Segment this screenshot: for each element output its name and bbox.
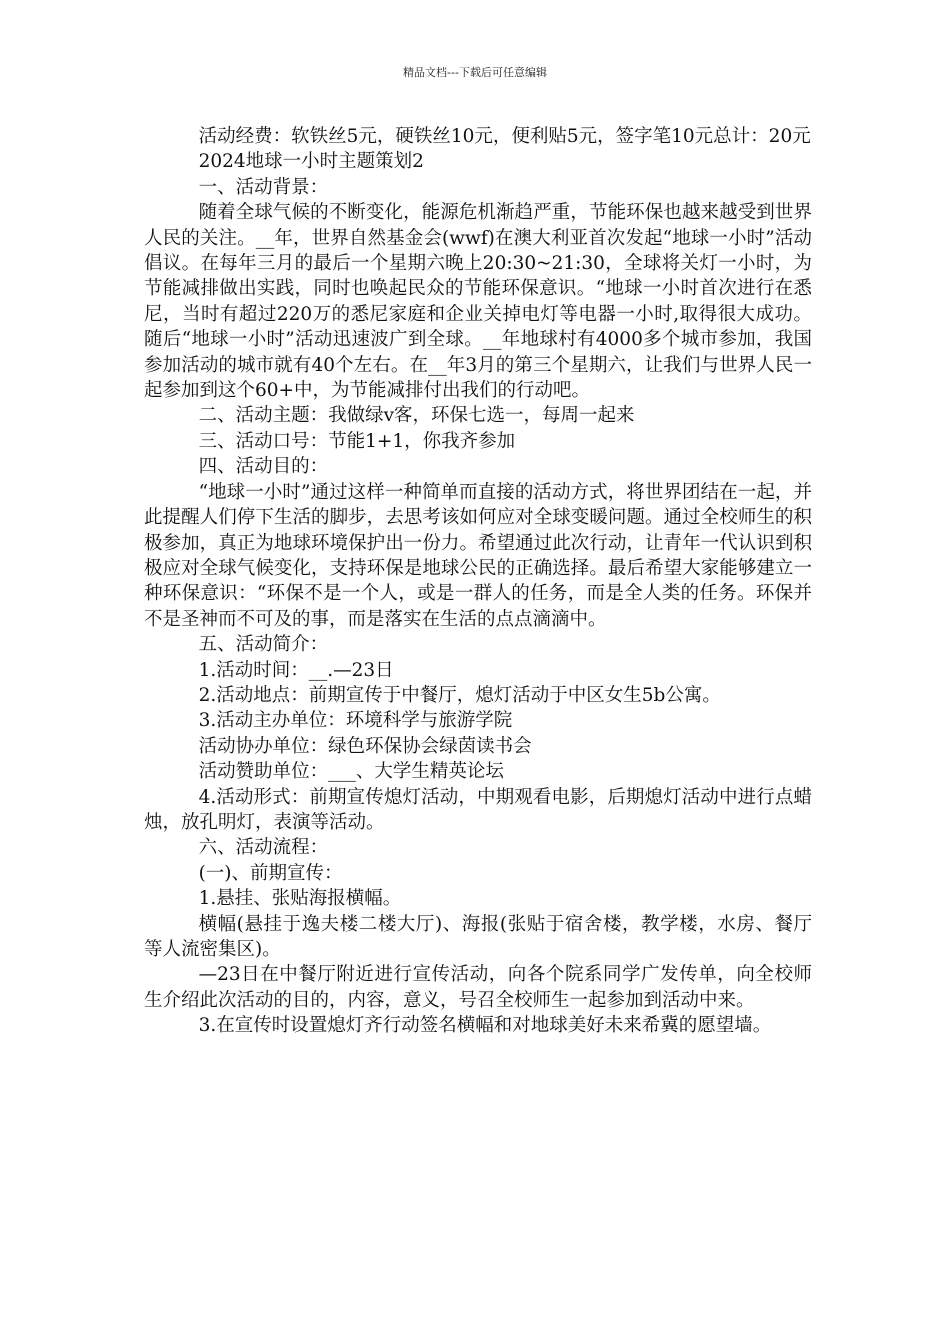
heading-theme: 二、活动主题：我做绿v客，环保七选一，每周一起来 xyxy=(198,405,635,427)
item-activity-time: 1.活动时间：__.—23日 xyxy=(198,659,394,681)
item-activity-location: 2.活动地点：前期宣传于中餐厅，熄灯活动于中区女生5b公寓。 xyxy=(198,684,721,706)
paragraph-background: 随着全球气候的不断变化，能源危机渐趋严重，节能环保也越来越受到世界人民的关注。__年，世界自然基金会(wwf)在澳大利亚首次发起“地球一小时”活动倡议。在每年三月的最后一个星期六晚上20:30~21:30，全球将关灯一小时，为节能减排做出实践，同时也唤起民众的节能环保意识。“地球一小时首次进行在悉尼，当时有超过220万的悉尼家庭和企业关掉电灯等电器一小时,取得很大成功。随后“地球一小时”活动迅速波广到全球。__年地球村有4000多个城市参加，我国参加活动的城市就有40个左右。在__年3月的第三个星期六，让我们与世界人民一起参加到这个60+中，为节能减排付出我们的行动吧。 xyxy=(144,202,812,402)
paragraph-banner-locations: 横幅(悬挂于逸夫楼二楼大厅)、海报(张贴于宿舍楼，教学楼，水房、餐厅等人流密集区)。 xyxy=(144,913,812,960)
item-sponsor: 活动赞助单位：___、大学生精英论坛 xyxy=(198,761,504,783)
section-title-plan-2: 2024地球一小时主题策划2 xyxy=(198,151,424,173)
heading-introduction: 五、活动简介： xyxy=(198,634,329,656)
paragraph-purpose: “地球一小时”通过这样一种简单而直接的活动方式，将世界团结在一起，并此提醒人们停下生活的脚步，去思考该如何应对全球变暖问题。通过全校师生的积极参加，真正为地球环境保护出一份力。希望通过此次行动，让青年一代认识到积极应对全球气候变化，支持环保是地球公民的正确选择。最后希望大家能够建立一种环保意识：“环保不是一个人，或是一群人的任务，而是全人类的任务。环保并不是圣神而不可及的事，而是落实在生活的点点滴滴中。 xyxy=(144,481,812,630)
item-signature-wall: 3.在宣传时设置熄灯齐行动签名横幅和对地球美好未来希冀的愿望墙。 xyxy=(198,1015,772,1037)
paragraph-publicity-event: —23日在中餐厅附近进行宣传活动，向各个院系同学广发传单，向全校师生介绍此次活动的目的，内容，意义，号召全校师生一起参加到活动中来。 xyxy=(144,964,812,1011)
item-co-organizer: 活动协办单位：绿色环保协会绿茵读书会 xyxy=(198,735,532,757)
page-header: 精品文档---下载后可任意编辑 xyxy=(403,66,547,79)
item-organizer: 3.活动主办单位：环境科学与旅游学院 xyxy=(198,710,513,732)
heading-early-publicity: (一)、前期宣传： xyxy=(198,862,343,884)
heading-background: 一、活动背景： xyxy=(198,176,329,198)
document-body xyxy=(144,124,812,1039)
item-banner-poster: 1.悬挂、张贴海报横幅。 xyxy=(198,888,402,910)
heading-process: 六、活动流程： xyxy=(198,837,329,859)
item-activity-format: 4.活动形式：前期宣传熄灯活动，中期观看电影，后期熄灯活动中进行点蜡烛，放孔明灯，表演等活动。 xyxy=(144,786,812,833)
paragraph-budget: 活动经费：软铁丝5元，硬铁丝10元，便利贴5元，签字笔10元总计：20元 xyxy=(198,126,811,147)
heading-purpose: 四、活动目的： xyxy=(198,456,329,478)
heading-slogan: 三、活动口号：节能1+1，你我齐参加 xyxy=(198,430,516,452)
